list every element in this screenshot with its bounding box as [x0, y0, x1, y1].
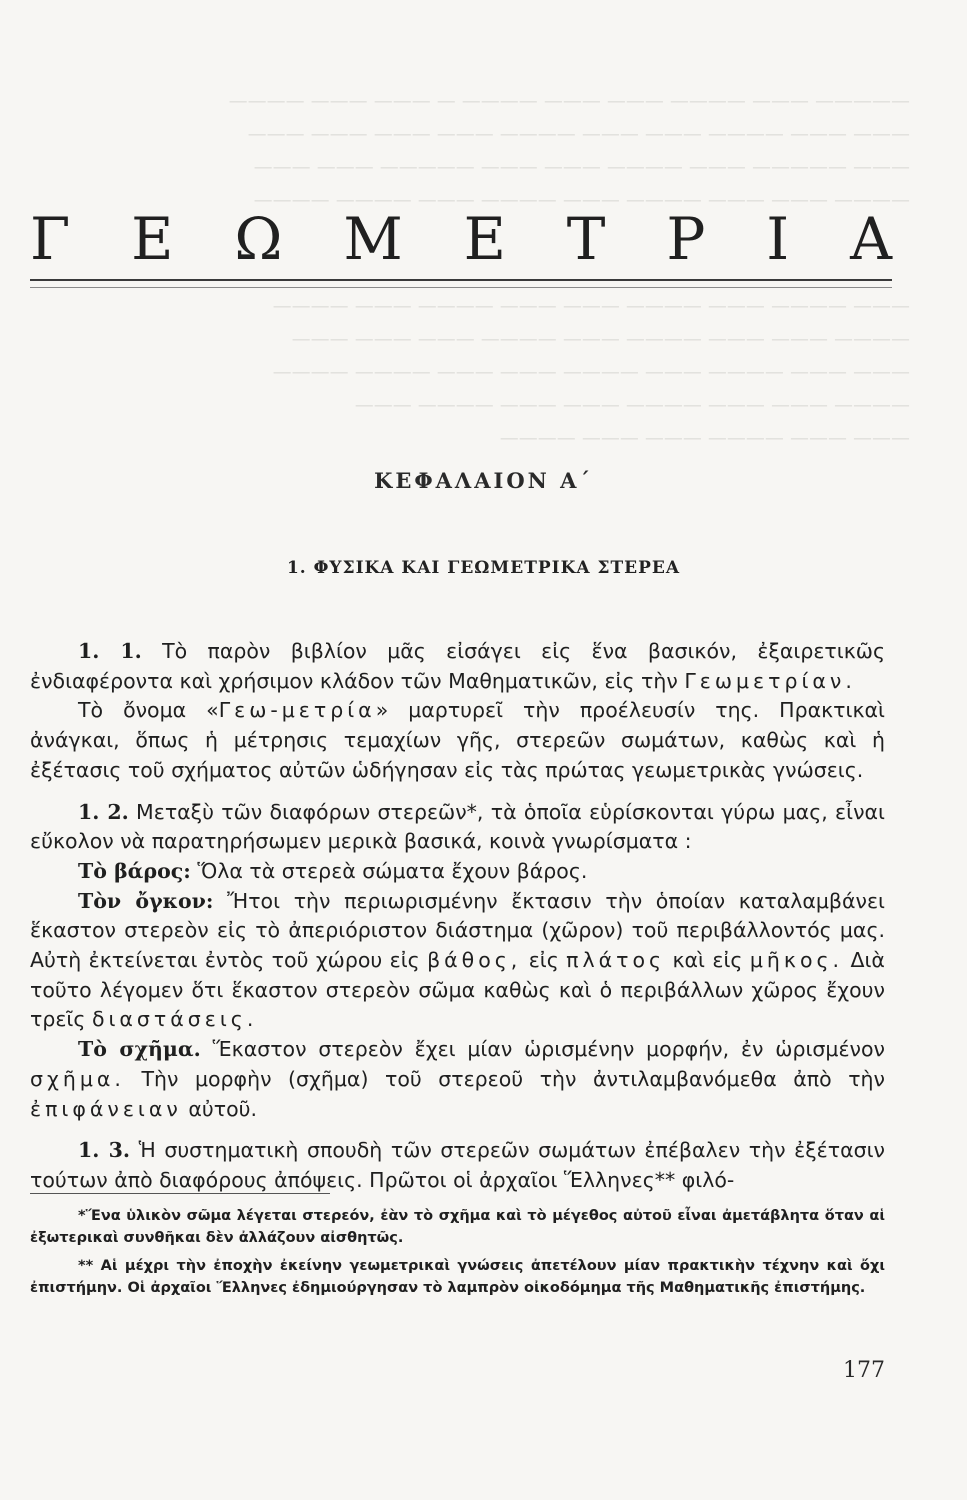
paragraph-volume: [30, 887, 885, 1036]
footnote-rule: [30, 1193, 330, 1194]
paragraph-1-2: [30, 798, 885, 857]
paragraph-weight: [30, 857, 885, 887]
bleed-through-text: ——— ———— ——— ———— ——— ——— ———— ——— ———— ———— ——— ——— ———— ——— ———— ——— ——— ——— ——— ——— ———— ——— ———— ——— ——— ———— ———— ———— ——— ——— ———— ——— ——— ———— ——— ——— ——— ———— ——— ——— ————: [272, 295, 910, 449]
paragraph-text: Τὴν μορφὴν (σχῆμα) τοῦ στερεοῦ τὴν ἀντιλαμβανόμεθα ἀπὸ τὴν: [141, 1066, 885, 1091]
term-label: Τὸν ὄγκον:: [78, 888, 214, 913]
paragraph-text: Τὸ ὄνομα «: [78, 698, 219, 723]
spaced-term: Γεωμετρίαν.: [684, 668, 856, 693]
footnotes: [30, 1205, 885, 1305]
chapter-heading: ΚΕΦΑΛΑΙΟΝ Α΄: [374, 468, 593, 493]
title-letter: Γ: [30, 205, 71, 273]
title-letter: Ε: [131, 205, 174, 273]
term-label: Τὸ σχῆμα.: [78, 1037, 201, 1062]
title-letter: Μ: [343, 205, 403, 273]
title-rule-thin: [30, 287, 892, 288]
paragraph-text: Μεταξὺ τῶν διαφόρων στερεῶν*, τὰ ὁποῖα εὑρίσκονται γύρω μας, εἶναι εὔκολον νὰ παρατηρήσωμεν μερικὰ βασικά, κοινὰ γνωρίσματα :: [30, 799, 885, 854]
spaced-term: πλάτος: [566, 948, 666, 973]
title-letter: Ω: [234, 205, 283, 273]
paragraph-text: Ἡ συστηματικὴ σπουδὴ τῶν στερεῶν σωμάτων ἐπέβαλεν τὴν ἐξέτασιν τούτων ἀπὸ διαφόρους ἀπόψεις. Πρῶτοι οἱ ἀρχαῖοι Ἕλληνες** φιλό-: [30, 1138, 885, 1192]
paragraph-number: 1. 1.: [78, 639, 142, 663]
title-letter: Α: [850, 205, 892, 273]
title-letter: Ρ: [666, 205, 706, 273]
body-text: [30, 637, 885, 1196]
main-title: [30, 204, 892, 274]
paragraph-text: » μαρτυρεῖ τὴν προέλευσίν της. Πρακτικαὶ ἀνάγκαι, ὅπως ἡ μέτρησις τεμαχίων γῆς, στερεῶν σωμάτων, καθὼς καὶ ἡ ἐξέτασις τοῦ σχήματος αὐτῶν ὡδήγησαν εἰς τὰς πρώτας γεωμετρικὰς γνώσεις.: [30, 698, 885, 782]
spaced-term: βάθος,: [427, 948, 522, 973]
paragraph-text: Ὅλα τὰ στερεὰ σώματα ἔχουν βάρος.: [197, 858, 588, 883]
spaced-term: διαστάσεις.: [91, 1007, 258, 1032]
paragraph-text: Τὸ παρὸν βιβλίον μᾶς εἰσάγει εἰς ἕνα βασικόν, ἐξαιρετικῶς ἐνδιαφέροντα καὶ χρήσιμον κλάδον τῶν Μαθηματικῶν, εἰς τὴν: [30, 639, 885, 693]
paragraph-text: Ἕκαστον στερεὸν ἔχει μίαν ὡρισμένην μορφήν, ἐν ὡρισμένον: [212, 1037, 885, 1062]
paragraph-text: εἰς: [528, 948, 559, 973]
paragraph-shape: [30, 1035, 885, 1124]
bleed-through-text: ————— ——— ———— ——— ——— ———— — ——— ——— ———— ——— ——— ———— ——— ——— ———— ——— ——— ——— ——— ——— ————— ——— ———— ——— ——— ————— ——— ——— ———— ——— ——— ———— ——— ———— ——— ———— ————: [228, 90, 910, 211]
title-letter: Τ: [566, 205, 606, 273]
title-letter: Ε: [463, 205, 506, 273]
term-label: Τὸ βάρος:: [78, 858, 191, 883]
paragraph-text: Ἤτοι τὴν περιωρισμένην ἔκτασιν τὴν ὁποίαν καταλαμβάνει ἕκαστον στερεὸν εἰς τὸ ἀπεριόριστον διάστημα (χῶρον) τοῦ περιβάλλοντός μας. Αὐτὴ ἐκτείνεται ἐντὸς τοῦ χώρου εἰς: [30, 888, 885, 973]
paragraph-text: καὶ εἰς: [672, 948, 743, 973]
section-heading: 1. ΦΥΣΙΚΑ ΚΑΙ ΓΕΩΜΕΤΡΙΚΑ ΣΤΕΡΕΑ: [286, 558, 681, 578]
spaced-term: μῆκος.: [749, 948, 844, 973]
paragraph-1-1-cont: [30, 696, 885, 785]
spaced-term: Γεω-μετρία: [218, 698, 376, 723]
spaced-term: σχῆμα.: [30, 1066, 125, 1091]
spaced-term: ἐπιφάνειαν: [30, 1096, 182, 1121]
paragraph-text: αὐτοῦ.: [188, 1096, 258, 1121]
paragraph-text: Διὰ τοῦτο λέγομεν ὅτι ἕκαστον στερεὸν σῶμα καθὼς καὶ ὁ περιβάλλων χῶρος ἔχουν τρεῖς: [30, 948, 885, 1032]
page-number: 177: [843, 1358, 885, 1383]
paragraph-number: 1. 2.: [78, 799, 129, 824]
footnote: *Ἕνα ὑλικὸν σῶμα λέγεται στερεόν, ἐὰν τὸ σχῆμα καὶ τὸ μέγεθος αὐτοῦ εἶναι ἀμετάβλητα ὅταν αἱ ἐξωτερικαὶ συνθῆκαι δὲν ἀλλάζουν αἰσθητῶς.: [30, 1208, 885, 1246]
title-rule: [30, 279, 892, 281]
paragraph-1-1: [30, 637, 885, 696]
paragraph-number: 1. 3.: [78, 1138, 131, 1163]
footnote: ** Αἱ μέχρι τὴν ἐποχὴν ἐκείνην γεωμετρικαὶ γνώσεις ἀπετέλουν μίαν πρακτικὴν τέχνην καὶ ὄχι ἐπιστήμην. Οἱ ἀρχαῖοι Ἕλληνες ἐδημιούργησαν τὸ λαμπρὸν οἰκοδόμημα τῆς Μαθηματικῆς ἐπιστήμης.: [30, 1258, 885, 1296]
paragraph-1-3: [30, 1136, 885, 1195]
title-letter: Ι: [766, 205, 790, 273]
